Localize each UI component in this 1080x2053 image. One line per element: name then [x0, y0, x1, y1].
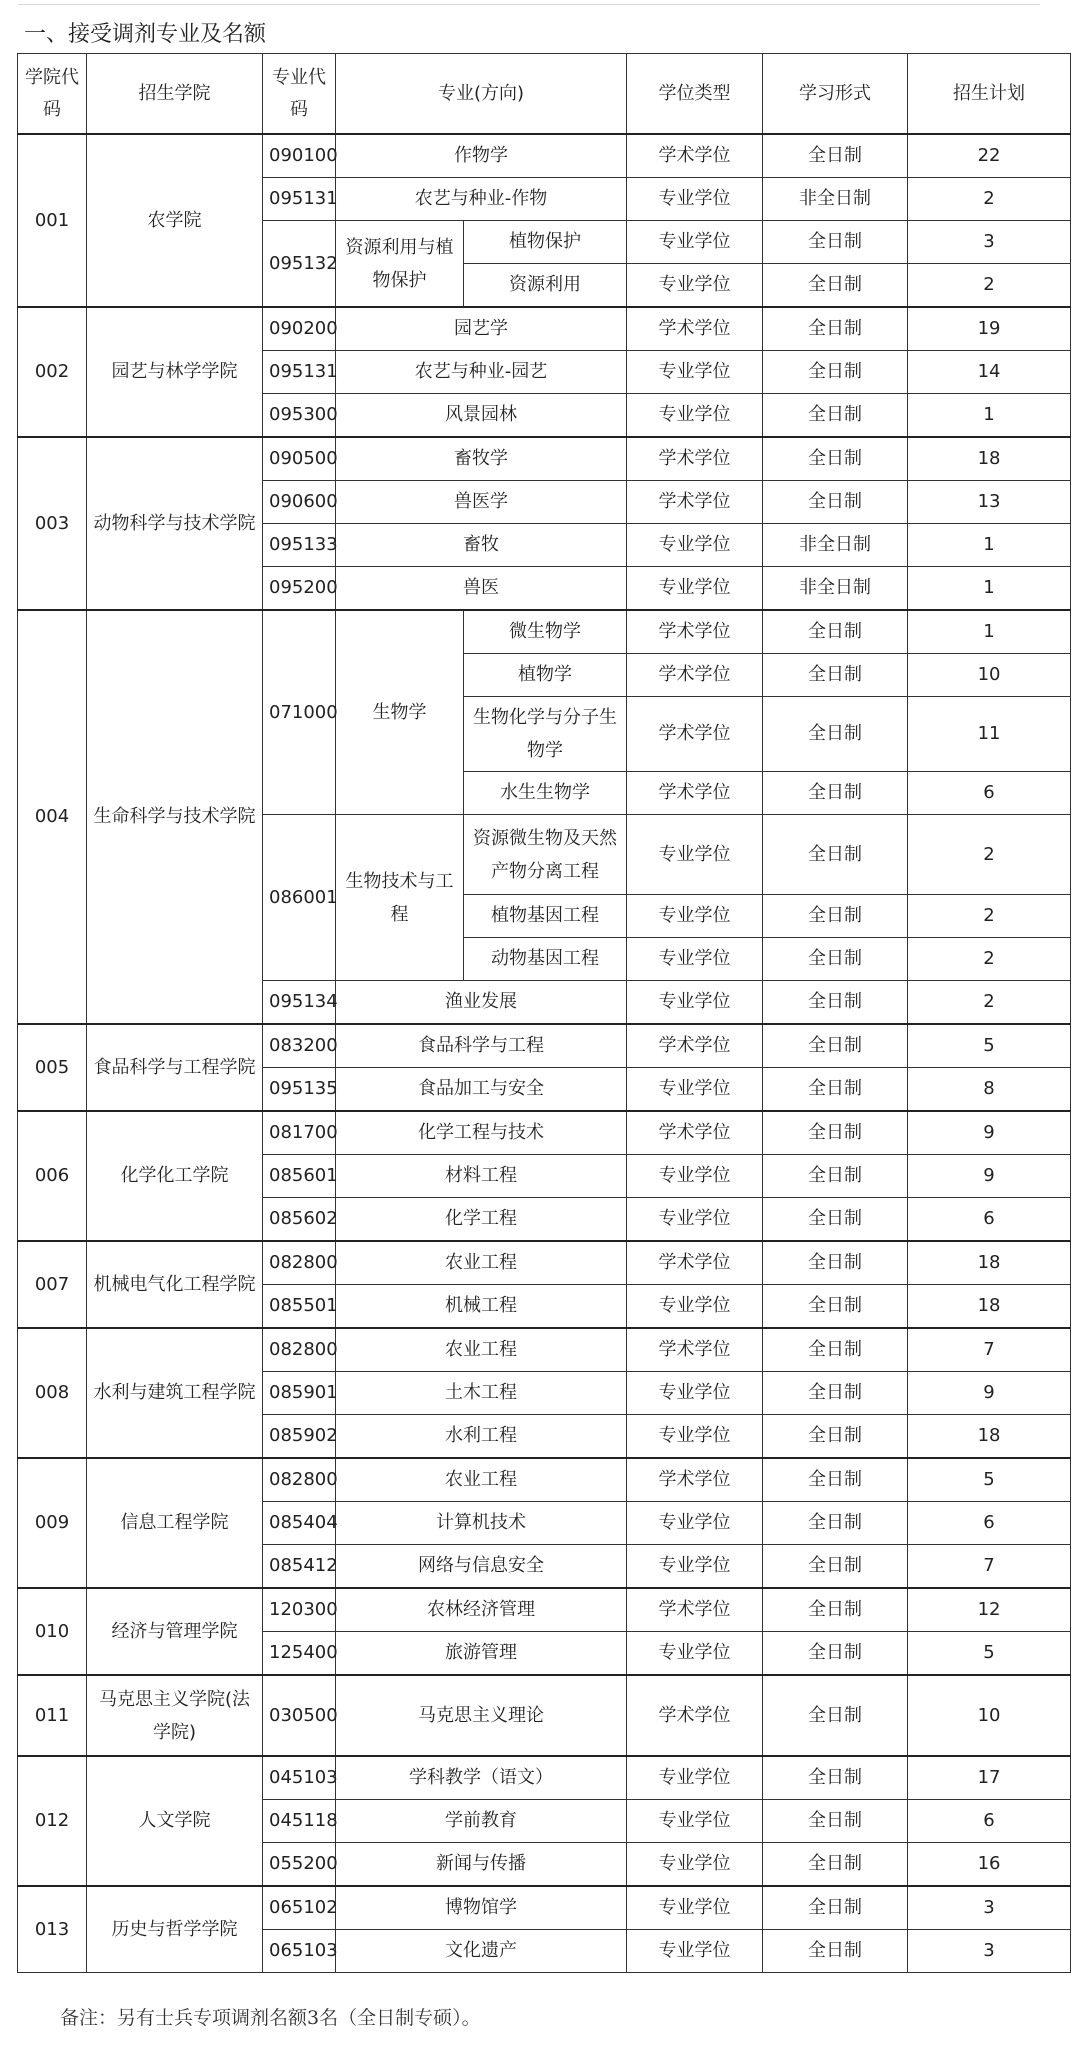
- mode-cell: 全日制: [763, 221, 908, 264]
- college-code-cell: 009: [18, 1458, 87, 1588]
- major-code-cell: 082800: [263, 1241, 336, 1285]
- mode-cell: 全日制: [763, 895, 908, 938]
- college-code-cell: 001: [18, 134, 87, 307]
- plan-cell: 14: [908, 351, 1071, 394]
- plan-cell: 17: [908, 1756, 1071, 1800]
- plan-cell: 6: [908, 1502, 1071, 1545]
- major-cell: 农艺与种业-园艺: [336, 351, 627, 394]
- degree-cell: 专业学位: [627, 1502, 763, 1545]
- degree-cell: 学术学位: [627, 134, 763, 178]
- college-name-cell: 马克思主义学院(法学院): [87, 1675, 263, 1756]
- degree-cell: 专业学位: [627, 1756, 763, 1800]
- plan-cell: 12: [908, 1588, 1071, 1632]
- college-name-cell: 食品科学与工程学院: [87, 1024, 263, 1111]
- plan-cell: 18: [908, 1241, 1071, 1285]
- major-code-cell: 090200: [263, 307, 336, 351]
- mode-cell: 全日制: [763, 1632, 908, 1676]
- major-code-cell: 045118: [263, 1800, 336, 1843]
- major-cell: 食品加工与安全: [336, 1068, 627, 1112]
- college-code-cell: 008: [18, 1328, 87, 1458]
- table-row: [18, 1675, 1071, 1756]
- mode-cell: 非全日制: [763, 567, 908, 611]
- major-cell: 兽医: [336, 567, 627, 611]
- major-code-cell: 082800: [263, 1328, 336, 1372]
- plan-cell: 13: [908, 481, 1071, 524]
- plan-cell: 3: [908, 1886, 1071, 1930]
- mode-cell: 全日制: [763, 1198, 908, 1242]
- major-code-cell: 095200: [263, 567, 336, 611]
- mode-cell: 全日制: [763, 1155, 908, 1198]
- mode-cell: 非全日制: [763, 524, 908, 567]
- mode-cell: 全日制: [763, 1545, 908, 1589]
- major-code-cell: 090100: [263, 134, 336, 178]
- mode-cell: 全日制: [763, 1328, 908, 1372]
- degree-cell: 学术学位: [627, 1328, 763, 1372]
- plan-cell: 2: [908, 264, 1071, 308]
- college-code-cell: 006: [18, 1111, 87, 1241]
- major-code-cell: 120300: [263, 1588, 336, 1632]
- quota-table: [17, 53, 1071, 1973]
- major-code-cell: 083200: [263, 1024, 336, 1068]
- major-cell: 材料工程: [336, 1155, 627, 1198]
- plan-cell: 2: [908, 178, 1071, 221]
- major-code-cell: 081700: [263, 1111, 336, 1155]
- major-code-cell: 095131: [263, 351, 336, 394]
- plan-cell: 11: [908, 697, 1071, 772]
- degree-cell: 专业学位: [627, 524, 763, 567]
- table-row: [18, 1111, 1071, 1155]
- header-row: [18, 54, 1071, 135]
- college-name-cell: 历史与哲学学院: [87, 1886, 263, 1973]
- plan-cell: 10: [908, 654, 1071, 697]
- major-cell: 农业工程: [336, 1241, 627, 1285]
- college-code-cell: 002: [18, 307, 87, 437]
- college-code-cell: 010: [18, 1588, 87, 1675]
- mode-cell: 全日制: [763, 1372, 908, 1415]
- plan-cell: 2: [908, 938, 1071, 981]
- college-name-cell: 动物科学与技术学院: [87, 437, 263, 610]
- degree-cell: 专业学位: [627, 1843, 763, 1887]
- major-cell: 兽医学: [336, 481, 627, 524]
- mode-cell: 全日制: [763, 815, 908, 895]
- major-cell: 机械工程: [336, 1285, 627, 1329]
- major-cell: 马克思主义理论: [336, 1675, 627, 1756]
- mode-cell: 全日制: [763, 1415, 908, 1459]
- plan-cell: 2: [908, 815, 1071, 895]
- major-code-cell: 085412: [263, 1545, 336, 1589]
- mode-cell: 全日制: [763, 1285, 908, 1329]
- college-code-cell: 007: [18, 1241, 87, 1328]
- major-cell: 土木工程: [336, 1372, 627, 1415]
- header-major-code: 专业代码: [263, 54, 336, 135]
- direction-cell: 植物保护: [464, 221, 627, 264]
- table-row: [18, 1024, 1071, 1068]
- mode-cell: 全日制: [763, 1675, 908, 1756]
- plan-cell: 18: [908, 437, 1071, 481]
- plan-cell: 8: [908, 1068, 1071, 1112]
- mode-cell: 全日制: [763, 1241, 908, 1285]
- direction-cell: 生物化学与分子生物学: [464, 697, 627, 772]
- table-row: [18, 1241, 1071, 1285]
- major-cell: 化学工程与技术: [336, 1111, 627, 1155]
- degree-cell: 学术学位: [627, 1588, 763, 1632]
- college-code-cell: 005: [18, 1024, 87, 1111]
- major-code-cell: 095131: [263, 178, 336, 221]
- direction-cell: 资源微生物及天然产物分离工程: [464, 815, 627, 895]
- college-name-cell: 信息工程学院: [87, 1458, 263, 1588]
- direction-cell: 微生物学: [464, 610, 627, 654]
- major-cell: 学科教学（语文）: [336, 1756, 627, 1800]
- footnote: 备注：另有士兵专项调剂名额3名（全日制专硕）。: [60, 2007, 481, 2029]
- plan-cell: 2: [908, 895, 1071, 938]
- degree-cell: 专业学位: [627, 1285, 763, 1329]
- plan-cell: 2: [908, 981, 1071, 1025]
- plan-cell: 10: [908, 1675, 1071, 1756]
- major-cell: 农林经济管理: [336, 1588, 627, 1632]
- degree-cell: 学术学位: [627, 654, 763, 697]
- direction-cell: 水生生物学: [464, 772, 627, 815]
- degree-cell: 专业学位: [627, 351, 763, 394]
- degree-cell: 学术学位: [627, 307, 763, 351]
- major-code-cell: 095300: [263, 394, 336, 438]
- degree-cell: 专业学位: [627, 1930, 763, 1973]
- plan-cell: 19: [908, 307, 1071, 351]
- mode-cell: 全日制: [763, 1756, 908, 1800]
- mode-cell: 全日制: [763, 307, 908, 351]
- major-code-cell: 085601: [263, 1155, 336, 1198]
- major-cell: 新闻与传播: [336, 1843, 627, 1887]
- degree-cell: 专业学位: [627, 1632, 763, 1676]
- plan-cell: 7: [908, 1328, 1071, 1372]
- mode-cell: 全日制: [763, 981, 908, 1025]
- major-code-cell: 030500: [263, 1675, 336, 1756]
- header-study-mode: 学习形式: [763, 54, 908, 135]
- plan-cell: 5: [908, 1458, 1071, 1502]
- plan-cell: 6: [908, 1198, 1071, 1242]
- degree-cell: 学术学位: [627, 1458, 763, 1502]
- degree-cell: 学术学位: [627, 1024, 763, 1068]
- table-row: [18, 1458, 1071, 1502]
- table-row: [18, 134, 1071, 178]
- degree-cell: 专业学位: [627, 178, 763, 221]
- major-cell: 生物技术与工程: [336, 815, 464, 981]
- mode-cell: 全日制: [763, 134, 908, 178]
- degree-cell: 学术学位: [627, 697, 763, 772]
- plan-cell: 3: [908, 1930, 1071, 1973]
- college-name-cell: 经济与管理学院: [87, 1588, 263, 1675]
- plan-cell: 16: [908, 1843, 1071, 1887]
- degree-cell: 学术学位: [627, 1675, 763, 1756]
- plan-cell: 6: [908, 1800, 1071, 1843]
- college-code-cell: 004: [18, 610, 87, 1024]
- major-code-cell: 095132: [263, 221, 336, 308]
- major-code-cell: 086001: [263, 815, 336, 981]
- major-code-cell: 065103: [263, 1930, 336, 1973]
- major-cell: 风景园林: [336, 394, 627, 438]
- mode-cell: 全日制: [763, 610, 908, 654]
- degree-cell: 学术学位: [627, 610, 763, 654]
- mode-cell: 全日制: [763, 1458, 908, 1502]
- major-code-cell: 095133: [263, 524, 336, 567]
- mode-cell: 全日制: [763, 264, 908, 308]
- plan-cell: 7: [908, 1545, 1071, 1589]
- mode-cell: 全日制: [763, 1930, 908, 1973]
- degree-cell: 学术学位: [627, 1241, 763, 1285]
- major-cell: 农艺与种业-作物: [336, 178, 627, 221]
- mode-cell: 全日制: [763, 351, 908, 394]
- major-cell: 资源利用与植物保护: [336, 221, 464, 308]
- mode-cell: 全日制: [763, 1843, 908, 1887]
- plan-cell: 1: [908, 524, 1071, 567]
- major-code-cell: 085901: [263, 1372, 336, 1415]
- major-cell: 网络与信息安全: [336, 1545, 627, 1589]
- major-code-cell: 071000: [263, 610, 336, 815]
- college-code-cell: 013: [18, 1886, 87, 1973]
- table-row: [18, 307, 1071, 351]
- degree-cell: 专业学位: [627, 815, 763, 895]
- major-code-cell: 085602: [263, 1198, 336, 1242]
- major-cell: 文化遗产: [336, 1930, 627, 1973]
- major-code-cell: 082800: [263, 1458, 336, 1502]
- plan-cell: 9: [908, 1111, 1071, 1155]
- mode-cell: 全日制: [763, 1502, 908, 1545]
- plan-cell: 6: [908, 772, 1071, 815]
- major-cell: 园艺学: [336, 307, 627, 351]
- major-code-cell: 095135: [263, 1068, 336, 1112]
- mode-cell: 全日制: [763, 1024, 908, 1068]
- header-major: 专业(方向): [336, 54, 627, 135]
- table-row: [18, 1328, 1071, 1372]
- degree-cell: 专业学位: [627, 567, 763, 611]
- degree-cell: 专业学位: [627, 264, 763, 308]
- plan-cell: 5: [908, 1632, 1071, 1676]
- header-college-code: 学院代码: [18, 54, 87, 135]
- major-code-cell: 095134: [263, 981, 336, 1025]
- mode-cell: 全日制: [763, 481, 908, 524]
- college-code-cell: 011: [18, 1675, 87, 1756]
- major-cell: 学前教育: [336, 1800, 627, 1843]
- major-code-cell: 125400: [263, 1632, 336, 1676]
- degree-cell: 专业学位: [627, 895, 763, 938]
- major-cell: 化学工程: [336, 1198, 627, 1242]
- degree-cell: 专业学位: [627, 1155, 763, 1198]
- major-code-cell: 090500: [263, 437, 336, 481]
- section-heading: 一、接受调剂专业及名额: [24, 22, 267, 47]
- mode-cell: 全日制: [763, 654, 908, 697]
- major-cell: 计算机技术: [336, 1502, 627, 1545]
- college-name-cell: 化学化工学院: [87, 1111, 263, 1241]
- plan-cell: 1: [908, 394, 1071, 438]
- degree-cell: 专业学位: [627, 1886, 763, 1930]
- major-cell: 旅游管理: [336, 1632, 627, 1676]
- direction-cell: 动物基因工程: [464, 938, 627, 981]
- table-row: [18, 437, 1071, 481]
- top-divider: [18, 4, 1040, 5]
- college-name-cell: 农学院: [87, 134, 263, 307]
- major-code-cell: 085501: [263, 1285, 336, 1329]
- major-cell: 畜牧: [336, 524, 627, 567]
- degree-cell: 专业学位: [627, 1372, 763, 1415]
- degree-cell: 学术学位: [627, 772, 763, 815]
- degree-cell: 专业学位: [627, 1198, 763, 1242]
- mode-cell: 全日制: [763, 394, 908, 438]
- degree-cell: 专业学位: [627, 981, 763, 1025]
- mode-cell: 全日制: [763, 938, 908, 981]
- header-degree-type: 学位类型: [627, 54, 763, 135]
- mode-cell: 全日制: [763, 1588, 908, 1632]
- direction-cell: 植物基因工程: [464, 895, 627, 938]
- header-college: 招生学院: [87, 54, 263, 135]
- plan-cell: 18: [908, 1415, 1071, 1459]
- major-code-cell: 055200: [263, 1843, 336, 1887]
- degree-cell: 专业学位: [627, 394, 763, 438]
- major-cell: 作物学: [336, 134, 627, 178]
- plan-cell: 18: [908, 1285, 1071, 1329]
- mode-cell: 全日制: [763, 697, 908, 772]
- degree-cell: 学术学位: [627, 437, 763, 481]
- college-name-cell: 生命科学与技术学院: [87, 610, 263, 1024]
- major-cell: 水利工程: [336, 1415, 627, 1459]
- degree-cell: 专业学位: [627, 1545, 763, 1589]
- table-row: [18, 1588, 1071, 1632]
- degree-cell: 专业学位: [627, 1415, 763, 1459]
- degree-cell: 学术学位: [627, 1111, 763, 1155]
- plan-cell: 3: [908, 221, 1071, 264]
- plan-cell: 9: [908, 1155, 1071, 1198]
- major-cell: 农业工程: [336, 1458, 627, 1502]
- major-code-cell: 090600: [263, 481, 336, 524]
- major-code-cell: 065102: [263, 1886, 336, 1930]
- degree-cell: 专业学位: [627, 221, 763, 264]
- direction-cell: 植物学: [464, 654, 627, 697]
- mode-cell: 全日制: [763, 1068, 908, 1112]
- major-cell: 生物学: [336, 610, 464, 815]
- major-cell: 渔业发展: [336, 981, 627, 1025]
- college-name-cell: 人文学院: [87, 1756, 263, 1886]
- college-code-cell: 003: [18, 437, 87, 610]
- table-row: [18, 610, 1071, 654]
- plan-cell: 22: [908, 134, 1071, 178]
- mode-cell: 全日制: [763, 1800, 908, 1843]
- college-name-cell: 机械电气化工程学院: [87, 1241, 263, 1328]
- plan-cell: 5: [908, 1024, 1071, 1068]
- header-plan: 招生计划: [908, 54, 1071, 135]
- major-code-cell: 085404: [263, 1502, 336, 1545]
- table-row: [18, 1756, 1071, 1800]
- mode-cell: 全日制: [763, 772, 908, 815]
- table-row: [18, 1886, 1071, 1930]
- direction-cell: 资源利用: [464, 264, 627, 308]
- plan-cell: 1: [908, 567, 1071, 611]
- major-code-cell: 085902: [263, 1415, 336, 1459]
- major-cell: 畜牧学: [336, 437, 627, 481]
- degree-cell: 专业学位: [627, 1068, 763, 1112]
- mode-cell: 全日制: [763, 437, 908, 481]
- mode-cell: 非全日制: [763, 178, 908, 221]
- major-cell: 博物馆学: [336, 1886, 627, 1930]
- college-code-cell: 012: [18, 1756, 87, 1886]
- plan-cell: 9: [908, 1372, 1071, 1415]
- plan-cell: 1: [908, 610, 1071, 654]
- degree-cell: 专业学位: [627, 938, 763, 981]
- major-cell: 农业工程: [336, 1328, 627, 1372]
- degree-cell: 学术学位: [627, 481, 763, 524]
- mode-cell: 全日制: [763, 1111, 908, 1155]
- major-code-cell: 045103: [263, 1756, 336, 1800]
- degree-cell: 专业学位: [627, 1800, 763, 1843]
- major-cell: 食品科学与工程: [336, 1024, 627, 1068]
- college-name-cell: 园艺与林学学院: [87, 307, 263, 437]
- college-name-cell: 水利与建筑工程学院: [87, 1328, 263, 1458]
- mode-cell: 全日制: [763, 1886, 908, 1930]
